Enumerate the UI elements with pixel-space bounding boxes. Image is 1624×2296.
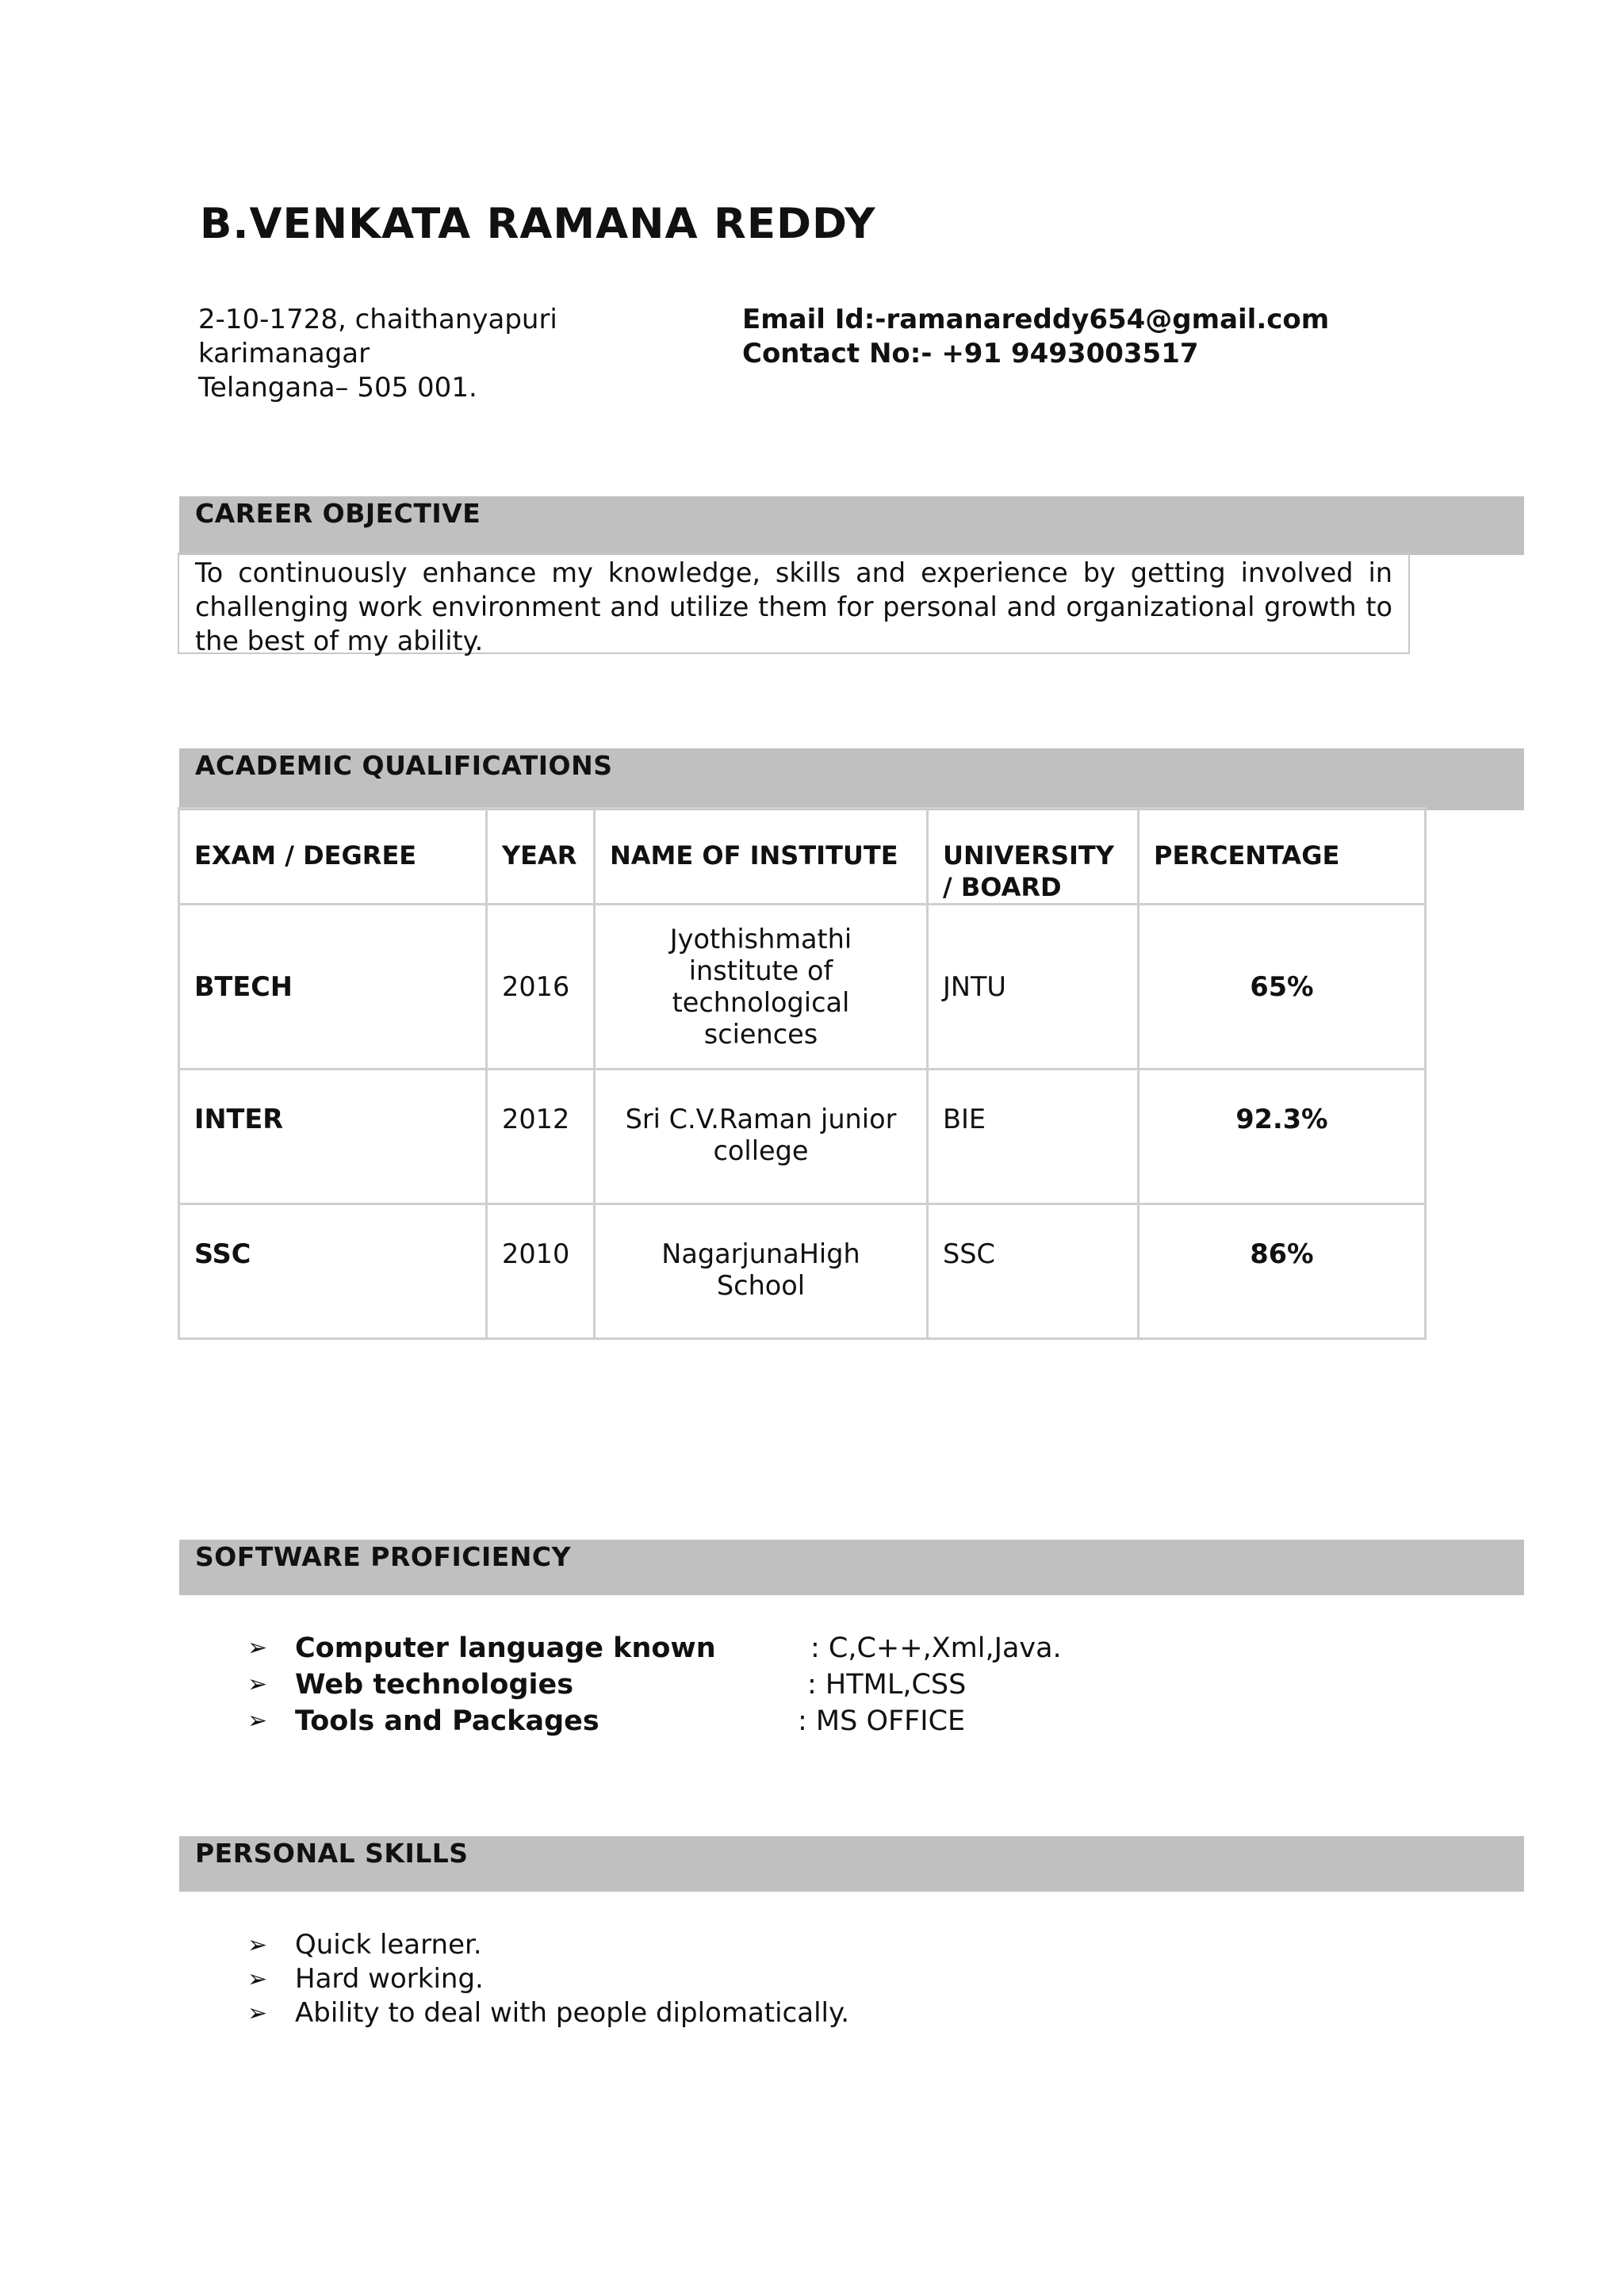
column-header: NAME OF INSTITUTE bbox=[610, 840, 898, 871]
section-heading-academic: ACADEMIC QUALIFICATIONS bbox=[179, 748, 1524, 810]
skill-text: Hard working. bbox=[295, 1963, 484, 1995]
phone: Contact No:- +91 9493003517 bbox=[742, 338, 1199, 369]
list-item bbox=[247, 1667, 1199, 1703]
list-item bbox=[247, 1928, 1199, 1962]
arrow-bullet-icon: ➢ bbox=[247, 1931, 268, 1959]
board-cell: BIE bbox=[943, 1104, 986, 1135]
list-item bbox=[247, 1630, 1199, 1667]
software-label: Tools and Packages bbox=[295, 1705, 599, 1737]
arrow-bullet-icon: ➢ bbox=[247, 1670, 268, 1698]
software-label: Computer language known bbox=[295, 1632, 716, 1664]
year-cell: 2012 bbox=[502, 1104, 570, 1135]
software-label: Web technologies bbox=[295, 1669, 574, 1701]
table-row bbox=[179, 1070, 1426, 1204]
software-value: : HTML,CSS bbox=[807, 1669, 967, 1701]
year-cell: 2010 bbox=[502, 1238, 570, 1269]
exam-cell: SSC bbox=[194, 1238, 251, 1269]
section-heading-personal: PERSONAL SKILLS bbox=[179, 1836, 1524, 1892]
contact-block bbox=[742, 303, 1329, 371]
skill-text: Ability to deal with people diplomatically. bbox=[295, 1997, 850, 2029]
personal-skills-list bbox=[247, 1928, 1199, 2030]
career-objective-text: To continuously enhance my knowledge, skills and experience by getting involved in challenging work environment and utilize them for personal and organizational growth to the best of my ability. bbox=[178, 553, 1410, 654]
skill-text: Quick learner. bbox=[295, 1929, 482, 1961]
exam-cell: BTECH bbox=[194, 970, 293, 1002]
table-header-row bbox=[179, 809, 1426, 905]
address-line: Telangana– 505 001. bbox=[198, 372, 477, 404]
institute-cell: Jyothishmathi institute of technological sciences bbox=[669, 923, 852, 1050]
table-row bbox=[179, 905, 1426, 1070]
column-header: EXAM / DEGREE bbox=[194, 840, 417, 871]
year-cell: 2016 bbox=[502, 970, 570, 1002]
software-value: : C,C++,Xml,Java. bbox=[810, 1632, 1062, 1664]
table-row bbox=[179, 1204, 1426, 1339]
percentage-cell: 86% bbox=[1250, 1238, 1314, 1269]
institute-cell: Sri C.V.Raman junior college bbox=[625, 1104, 897, 1166]
software-value: : MS OFFICE bbox=[798, 1705, 966, 1737]
arrow-bullet-icon: ➢ bbox=[247, 1634, 268, 1662]
column-header: PERCENTAGE bbox=[1154, 840, 1340, 871]
arrow-bullet-icon: ➢ bbox=[247, 1965, 268, 1993]
candidate-name: B.VENKATA RAMANA REDDY bbox=[200, 200, 876, 248]
list-item bbox=[247, 1996, 1199, 2030]
list-item bbox=[247, 1703, 1199, 1739]
academic-table bbox=[178, 807, 1427, 1340]
column-header: YEAR bbox=[502, 840, 577, 871]
software-list bbox=[247, 1630, 1199, 1739]
board-cell: SSC bbox=[943, 1238, 995, 1269]
percentage-cell: 65% bbox=[1250, 970, 1314, 1002]
list-item bbox=[247, 1962, 1199, 1996]
column-header: UNIVERSITY / BOARD bbox=[943, 840, 1114, 902]
arrow-bullet-icon: ➢ bbox=[247, 1707, 268, 1735]
institute-cell: NagarjunaHigh School bbox=[661, 1238, 860, 1301]
section-heading-software: SOFTWARE PROFICIENCY bbox=[179, 1540, 1524, 1595]
section-heading-career-objective: CAREER OBJECTIVE bbox=[179, 496, 1524, 555]
address-line: 2-10-1728, chaithanyapuri bbox=[198, 304, 557, 335]
address-line: karimanagar bbox=[198, 338, 370, 369]
address-block bbox=[198, 303, 557, 405]
email: Email Id:-ramanareddy654@gmail.com bbox=[742, 304, 1330, 335]
percentage-cell: 92.3% bbox=[1235, 1104, 1328, 1135]
board-cell: JNTU bbox=[943, 970, 1006, 1002]
exam-cell: INTER bbox=[194, 1104, 284, 1135]
arrow-bullet-icon: ➢ bbox=[247, 1999, 268, 2027]
